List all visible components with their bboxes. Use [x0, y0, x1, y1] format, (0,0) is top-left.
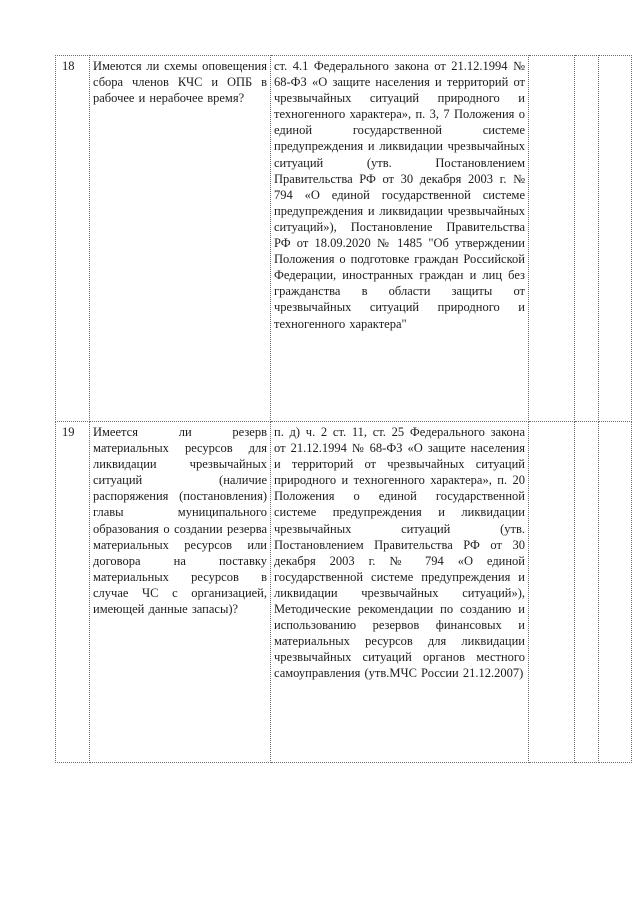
row-number: 18: [56, 56, 90, 422]
table-row: [56, 422, 632, 763]
legal-basis-cell: п. д) ч. 2 ст. 11, ст. 25 Федерального закона от 21.12.1994 № 68-ФЗ «О защите населения и территорий от чрезвычайных ситуаций природного и техногенного характера», п. 20 Положения о единой государственной системе предупреждения и ликвидации чрезвычайных ситуаций (утв. Постановлением Правительства РФ от 30 декабря 2003 г. № 794 «О единой государственной системе предупреждения и ликвидации чрезвычайных ситуаций»), Методические рекомендации по созданию и использованию резервов финансовых и материальных ресурсов для ликвидации чрезвычайных ситуаций органов местного самоуправления (утв.МЧС России 21.12.2007): [271, 422, 529, 763]
table-row: [56, 56, 632, 422]
answer-yes-cell: [529, 422, 575, 763]
answer-na-cell: [599, 422, 632, 763]
question-cell: Имеется ли резерв материальных ресурсов для ликвидации чрезвычайных ситуаций (наличие распоряжения (постановления) главы муниципального образования о создании резерва материальных ресурсов или договора на поставку материальных ресурсов в случае ЧС с организацией, имеющей данные запасы)?: [90, 422, 271, 763]
checklist-table: [55, 55, 632, 763]
answer-yes-cell: [529, 56, 575, 422]
answer-no-cell: [575, 56, 599, 422]
question-cell: Имеются ли схемы оповещения сбора членов КЧС и ОПБ в рабочее и нерабочее время?: [90, 56, 271, 422]
answer-no-cell: [575, 422, 599, 763]
answer-na-cell: [599, 56, 632, 422]
row-number: 19: [56, 422, 90, 763]
legal-basis-cell: ст. 4.1 Федерального закона от 21.12.1994 № 68-ФЗ «О защите населения и территорий от чрезвычайных ситуаций природного и техногенного характера», п. 3, 7 Положения о единой государственной системе предупреждения и ликвидации чрезвычайных ситуаций (утв. Постановлением Правительства РФ от 30 декабря 2003 г. № 794 «О единой государственной системе предупреждения и ликвидации чрезвычайных ситуаций»), Постановление Правительства РФ от 18.09.2020 № 1485 "Об утверждении Положения о подготовке граждан Российской Федерации, иностранных граждан и лиц без гражданства в области защиты от чрезвычайных ситуаций природного и техногенного характера": [271, 56, 529, 422]
